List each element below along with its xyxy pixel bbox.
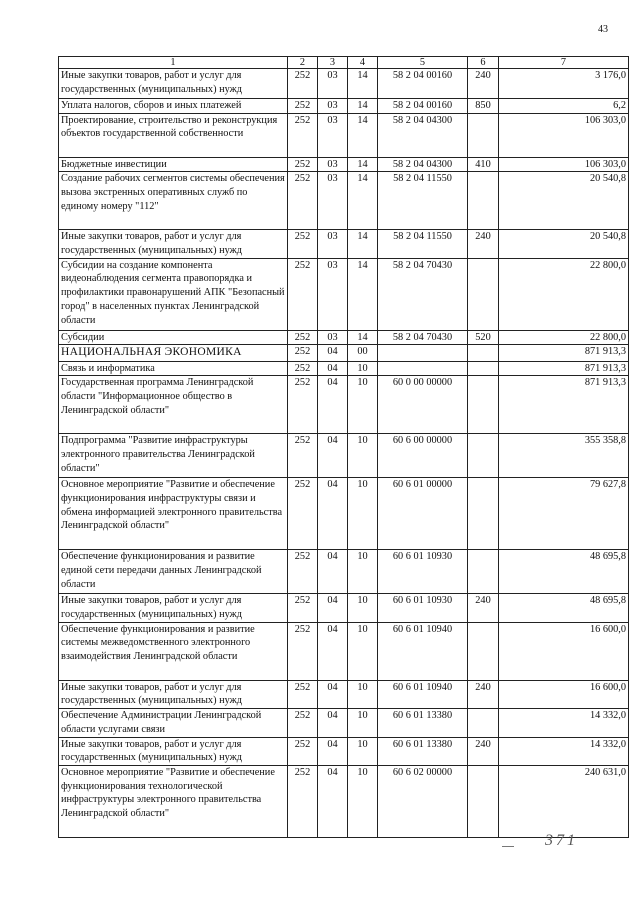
- code-expense-type: 850: [468, 99, 499, 114]
- code-expense-type: 240: [468, 230, 499, 258]
- code-section: 04: [318, 594, 348, 622]
- row-name: Иные закупки товаров, работ и услуг для государственных (муниципальных) нужд: [59, 69, 288, 99]
- code-section: 04: [318, 765, 348, 837]
- code-subsection: 10: [348, 550, 378, 594]
- code-admin: 252: [288, 434, 318, 478]
- table-row: [59, 680, 629, 708]
- table-row: [59, 737, 629, 765]
- amount: 14 332,0: [499, 709, 629, 737]
- code-target: 60 0 00 00000: [378, 376, 468, 434]
- amount: 79 627,8: [499, 478, 629, 550]
- table-row: [59, 376, 629, 434]
- amount: 871 913,3: [499, 376, 629, 434]
- header-cell: 4: [348, 57, 378, 69]
- code-admin: 252: [288, 69, 318, 99]
- code-section: 03: [318, 172, 348, 230]
- code-target: 58 2 04 00160: [378, 99, 468, 114]
- amount: 14 332,0: [499, 737, 629, 765]
- table-row: [59, 345, 629, 361]
- code-subsection: 10: [348, 594, 378, 622]
- code-target: 60 6 01 10940: [378, 680, 468, 708]
- amount: 20 540,8: [499, 230, 629, 258]
- code-target: 58 2 04 70430: [378, 258, 468, 330]
- code-section: 04: [318, 680, 348, 708]
- code-section: 03: [318, 99, 348, 114]
- amount: 22 800,0: [499, 258, 629, 330]
- code-admin: 252: [288, 478, 318, 550]
- code-subsection: 14: [348, 99, 378, 114]
- table-row: [59, 172, 629, 230]
- row-name: Подпрограмма "Развитие инфраструктуры электронного правительства Ленинградской области": [59, 434, 288, 478]
- code-expense-type: 520: [468, 330, 499, 345]
- code-subsection: 14: [348, 258, 378, 330]
- code-target: 58 2 04 00160: [378, 69, 468, 99]
- code-subsection: 10: [348, 680, 378, 708]
- table-row: [59, 622, 629, 680]
- table-row: [59, 361, 629, 376]
- row-name: Иные закупки товаров, работ и услуг для государственных (муниципальных) нужд: [59, 594, 288, 622]
- row-name: Обеспечение Администрации Ленинградской области услугами связи: [59, 709, 288, 737]
- amount: 48 695,8: [499, 550, 629, 594]
- code-section: 04: [318, 376, 348, 434]
- code-section: 03: [318, 258, 348, 330]
- row-name: Иные закупки товаров, работ и услуг для государственных (муниципальных) нужд: [59, 230, 288, 258]
- code-target: 58 2 04 04300: [378, 157, 468, 172]
- table-row: [59, 594, 629, 622]
- table-row: [59, 765, 629, 837]
- row-name: Обеспечение функционирования и развитие единой сети передачи данных Ленинградской области: [59, 550, 288, 594]
- code-subsection: 10: [348, 737, 378, 765]
- code-expense-type: [468, 361, 499, 376]
- code-section: 04: [318, 361, 348, 376]
- page-number: 43: [598, 24, 608, 35]
- code-subsection: 10: [348, 709, 378, 737]
- code-target: 58 2 04 70430: [378, 330, 468, 345]
- code-admin: 252: [288, 594, 318, 622]
- code-admin: 252: [288, 157, 318, 172]
- code-subsection: 14: [348, 172, 378, 230]
- code-admin: 252: [288, 99, 318, 114]
- code-target: [378, 361, 468, 376]
- amount: 3 176,0: [499, 69, 629, 99]
- amount: 16 600,0: [499, 622, 629, 680]
- code-subsection: 14: [348, 157, 378, 172]
- code-admin: 252: [288, 737, 318, 765]
- code-section: 04: [318, 737, 348, 765]
- code-expense-type: 240: [468, 737, 499, 765]
- code-subsection: 14: [348, 330, 378, 345]
- table-row: [59, 258, 629, 330]
- row-name: Обеспечение функционирования и развитие системы межведомственного электронного взаимодействия Ленинградской области: [59, 622, 288, 680]
- header-cell: 7: [499, 57, 629, 69]
- code-expense-type: 240: [468, 594, 499, 622]
- code-subsection: 14: [348, 113, 378, 157]
- amount: 16 600,0: [499, 680, 629, 708]
- code-target: [378, 345, 468, 361]
- header-cell: 2: [288, 57, 318, 69]
- code-section: 03: [318, 330, 348, 345]
- amount: 240 631,0: [499, 765, 629, 837]
- code-admin: 252: [288, 345, 318, 361]
- code-target: 60 6 00 00000: [378, 434, 468, 478]
- header-cell: 3: [318, 57, 348, 69]
- row-name: Создание рабочих сегментов системы обеспечения вызова экстренных оперативных служб по единому номеру "112": [59, 172, 288, 230]
- row-name: Связь и информатика: [59, 361, 288, 376]
- table-row: [59, 550, 629, 594]
- code-target: 58 2 04 11550: [378, 172, 468, 230]
- code-target: 60 6 01 10930: [378, 594, 468, 622]
- code-subsection: 00: [348, 345, 378, 361]
- row-name: Субсидии: [59, 330, 288, 345]
- header-cell: 5: [378, 57, 468, 69]
- code-admin: 252: [288, 113, 318, 157]
- code-section: 04: [318, 622, 348, 680]
- code-admin: 252: [288, 550, 318, 594]
- amount: 6,2: [499, 99, 629, 114]
- code-admin: 252: [288, 622, 318, 680]
- code-expense-type: [468, 345, 499, 361]
- code-target: 60 6 02 00000: [378, 765, 468, 837]
- amount: 355 358,8: [499, 434, 629, 478]
- code-expense-type: 410: [468, 157, 499, 172]
- code-section: 04: [318, 478, 348, 550]
- code-expense-type: [468, 172, 499, 230]
- code-subsection: 14: [348, 69, 378, 99]
- table-row: [59, 230, 629, 258]
- code-admin: 252: [288, 258, 318, 330]
- amount: 106 303,0: [499, 157, 629, 172]
- code-target: 60 6 01 00000: [378, 478, 468, 550]
- code-subsection: 10: [348, 434, 378, 478]
- amount: 871 913,3: [499, 345, 629, 361]
- code-subsection: 10: [348, 622, 378, 680]
- row-name: Основное мероприятие "Развитие и обеспечение функционирования инфраструктуры связи и обмена информацией электронного правительства Ленинградской области": [59, 478, 288, 550]
- code-section: 03: [318, 113, 348, 157]
- code-expense-type: [468, 434, 499, 478]
- table-header-row: [59, 57, 629, 69]
- code-expense-type: [468, 113, 499, 157]
- code-admin: 252: [288, 230, 318, 258]
- code-subsection: 10: [348, 376, 378, 434]
- table-row: [59, 113, 629, 157]
- code-expense-type: [468, 709, 499, 737]
- header-cell: 1: [59, 57, 288, 69]
- row-name: Иные закупки товаров, работ и услуг для государственных (муниципальных) нужд: [59, 680, 288, 708]
- code-expense-type: [468, 765, 499, 837]
- row-name: Иные закупки товаров, работ и услуг для государственных (муниципальных) нужд: [59, 737, 288, 765]
- amount: 871 913,3: [499, 361, 629, 376]
- code-section: 03: [318, 157, 348, 172]
- code-admin: 252: [288, 680, 318, 708]
- code-subsection: 10: [348, 765, 378, 837]
- row-name: Проектирование, строительство и реконструкция объектов государственной собственности: [59, 113, 288, 157]
- code-section: 04: [318, 345, 348, 361]
- code-section: 04: [318, 550, 348, 594]
- table-row: [59, 99, 629, 114]
- amount: 48 695,8: [499, 594, 629, 622]
- row-name: Бюджетные инвестиции: [59, 157, 288, 172]
- code-section: 03: [318, 69, 348, 99]
- code-subsection: 14: [348, 230, 378, 258]
- row-name: Субсидии на создание компонента видеонаблюдения сегмента правопорядка и профилактики правонарушений АПК "Безопасный город" в населенных пунктах Ленинградской области: [59, 258, 288, 330]
- header-cell: 6: [468, 57, 499, 69]
- code-subsection: 10: [348, 361, 378, 376]
- table-row: [59, 434, 629, 478]
- handwritten-page-number: 371: [545, 832, 578, 849]
- code-target: 58 2 04 04300: [378, 113, 468, 157]
- code-expense-type: [468, 478, 499, 550]
- table-row: [59, 478, 629, 550]
- code-admin: 252: [288, 330, 318, 345]
- code-section: 03: [318, 230, 348, 258]
- code-admin: 252: [288, 765, 318, 837]
- amount: 106 303,0: [499, 113, 629, 157]
- table-row: [59, 69, 629, 99]
- table-row: [59, 330, 629, 345]
- code-admin: 252: [288, 361, 318, 376]
- row-name: Государственная программа Ленинградской области "Информационное общество в Ленинградской области": [59, 376, 288, 434]
- code-target: 58 2 04 11550: [378, 230, 468, 258]
- code-subsection: 10: [348, 478, 378, 550]
- code-section: 04: [318, 434, 348, 478]
- code-target: 60 6 01 10930: [378, 550, 468, 594]
- row-name: Основное мероприятие "Развитие и обеспечение функционирования технологической инфраструктуры электронного правительства Ленинградской области": [59, 765, 288, 837]
- code-admin: 252: [288, 172, 318, 230]
- code-expense-type: [468, 376, 499, 434]
- code-admin: 252: [288, 709, 318, 737]
- row-name: НАЦИОНАЛЬНАЯ ЭКОНОМИКА: [59, 345, 288, 361]
- code-expense-type: 240: [468, 69, 499, 99]
- code-expense-type: [468, 550, 499, 594]
- table-row: [59, 157, 629, 172]
- code-admin: 252: [288, 376, 318, 434]
- code-target: 60 6 01 10940: [378, 622, 468, 680]
- code-expense-type: [468, 258, 499, 330]
- code-expense-type: [468, 622, 499, 680]
- row-name: Уплата налогов, сборов и иных платежей: [59, 99, 288, 114]
- code-expense-type: 240: [468, 680, 499, 708]
- table-row: [59, 709, 629, 737]
- footer-dash: [502, 846, 514, 847]
- budget-table: [58, 56, 629, 838]
- code-section: 04: [318, 709, 348, 737]
- code-target: 60 6 01 13380: [378, 737, 468, 765]
- amount: 22 800,0: [499, 330, 629, 345]
- code-target: 60 6 01 13380: [378, 709, 468, 737]
- amount: 20 540,8: [499, 172, 629, 230]
